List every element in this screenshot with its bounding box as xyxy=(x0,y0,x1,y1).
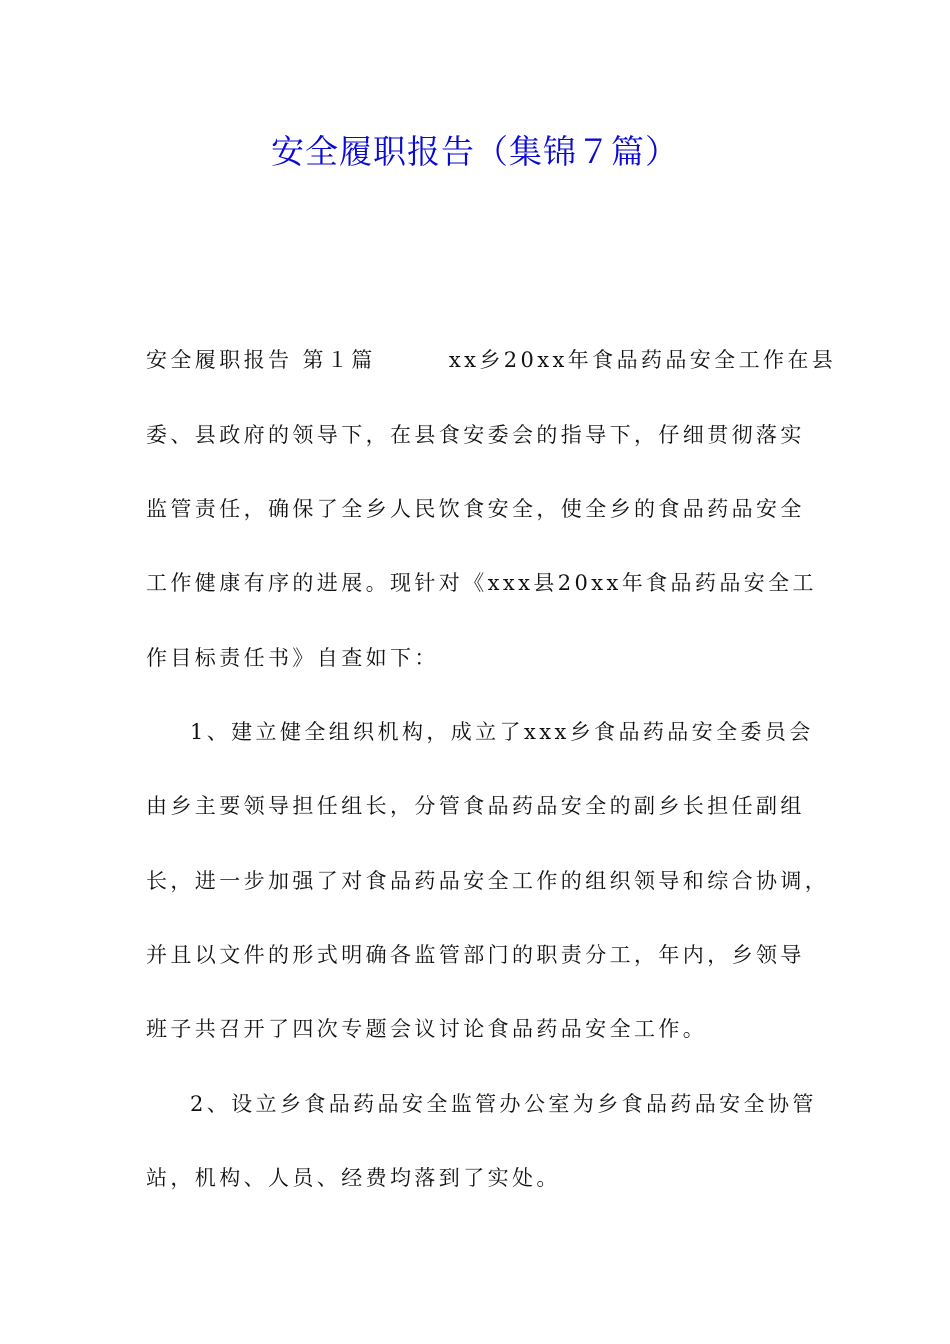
paragraph-line: 站，机构、人员、经费均落到了实处。 xyxy=(146,1166,561,1190)
paragraph-line: 并且以文件的形式明确各监管部门的职责分工，年内，乡领导 xyxy=(146,943,805,967)
paragraph-line: 班子共召开了四次专题会议讨论食品药品安全工作。 xyxy=(146,1017,708,1041)
paragraph-line: 委、县政府的领导下，在县食安委会的指导下，仔细贯彻落实 xyxy=(146,423,805,447)
paragraph-line: 由乡主要领导担任组长，分管食品药品安全的副乡长担任副组 xyxy=(146,794,805,818)
paragraph-line: 安全履职报告 第１篇 xx乡20xx年食品药品安全工作在县 xyxy=(146,348,837,372)
paragraph-line: 监管责任，确保了全乡人民饮食安全，使全乡的食品药品安全 xyxy=(146,497,805,521)
paragraph-line: 1、建立健全组织机构，成立了xxx乡食品药品安全委员会 xyxy=(190,720,814,744)
paragraph-line: 作目标责任书》自查如下： xyxy=(146,646,439,670)
document-title: 安全履职报告（集锦７篇） xyxy=(271,132,679,171)
paragraph-line: 2、设立乡食品药品安全监管办公室为乡食品药品安全协管 xyxy=(190,1092,817,1116)
paragraph-line: 长，进一步加强了对食品药品安全工作的组织领导和综合协调， xyxy=(146,869,830,893)
paragraph-line: 工作健康有序的进展。现针对《xxx县20xx年食品药品安全工 xyxy=(146,571,817,595)
